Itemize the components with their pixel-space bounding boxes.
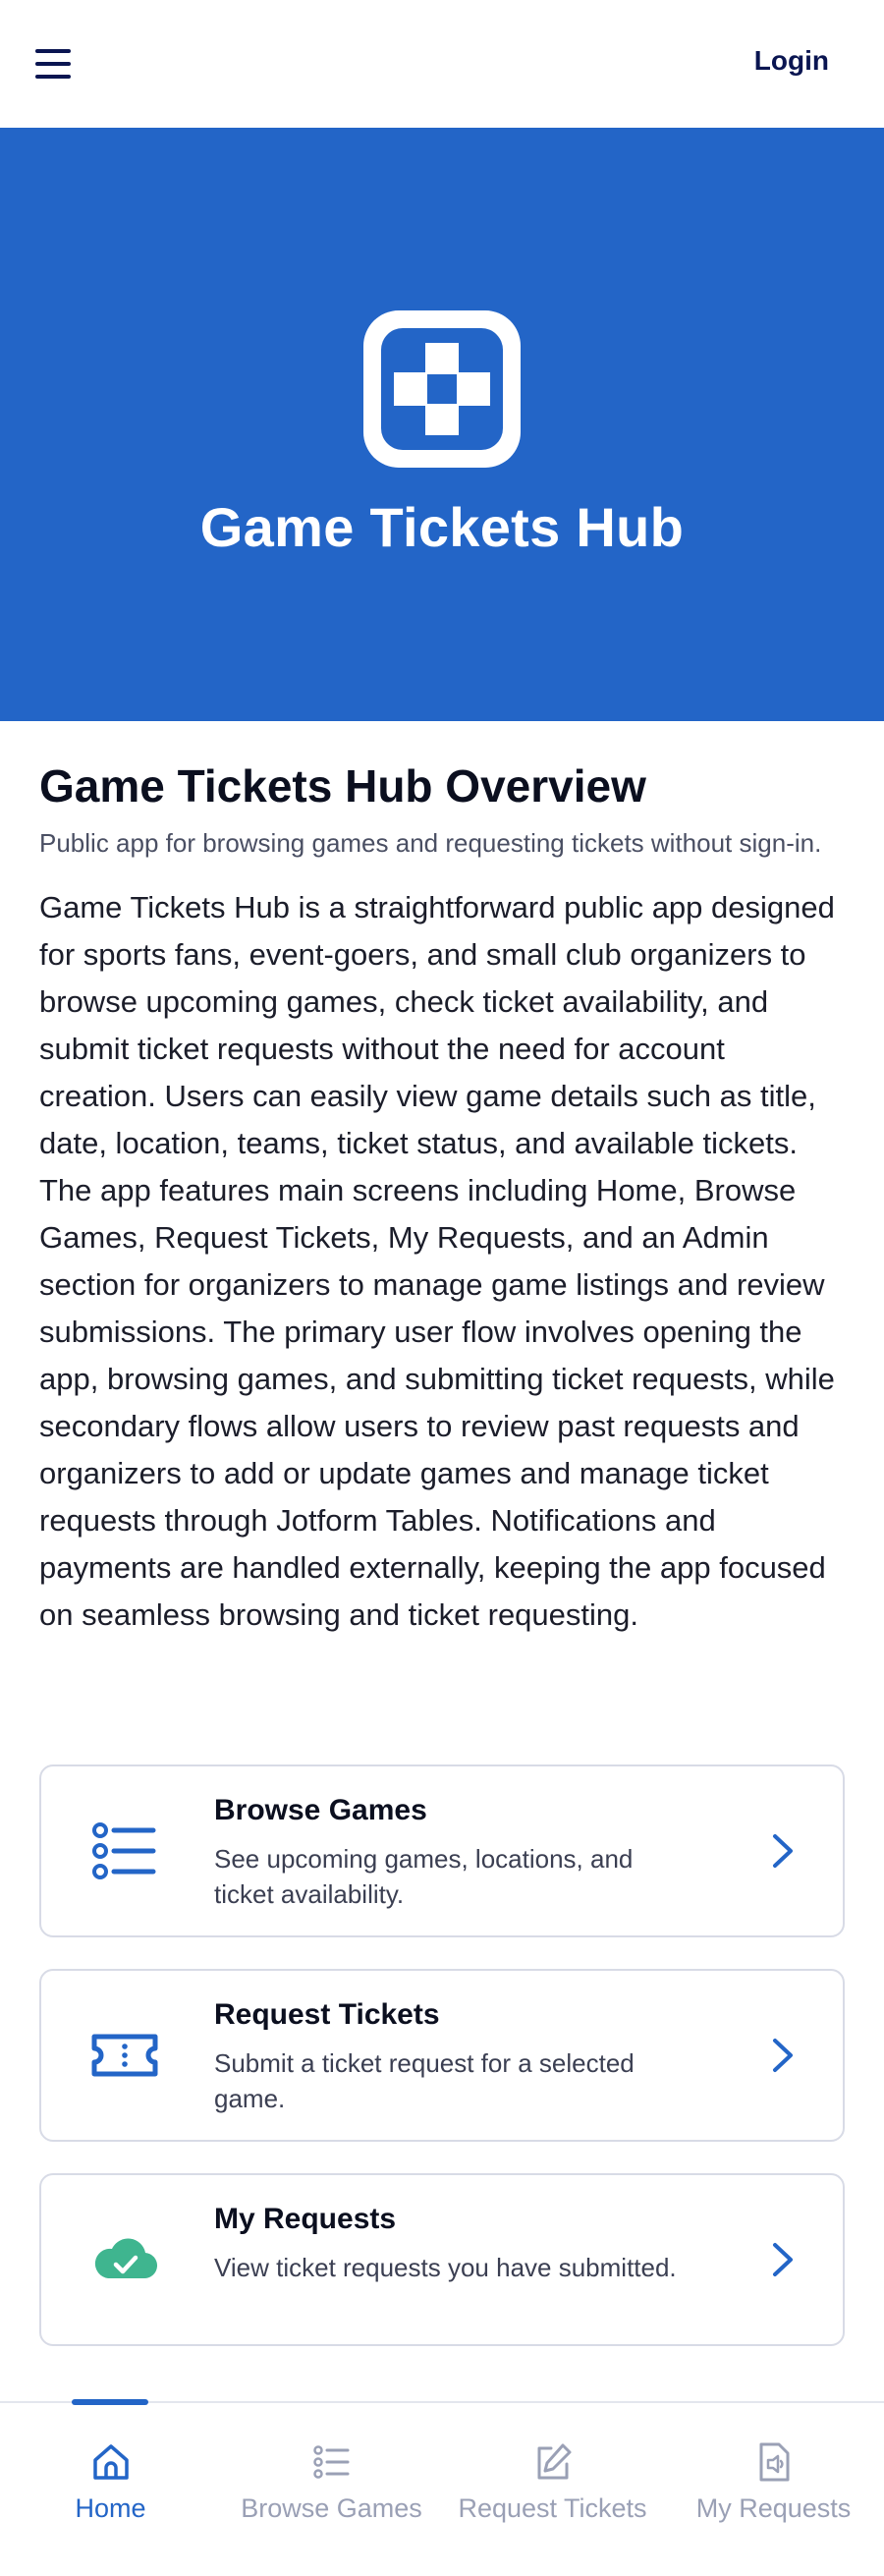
card-title: Browse Games	[214, 1794, 427, 1826]
chevron-right-icon	[770, 2036, 796, 2075]
list-icon	[90, 1817, 159, 1885]
document-icon	[752, 2440, 796, 2484]
app-logo-icon	[363, 310, 521, 468]
bottom-navigation	[0, 2401, 884, 2576]
nav-item-home[interactable]	[0, 2403, 221, 2576]
hero-title: Game Tickets Hub	[199, 496, 685, 558]
hero-banner	[0, 128, 884, 721]
top-bar	[0, 0, 884, 128]
nav-item-request-tickets[interactable]	[442, 2403, 663, 2576]
card-title: Request Tickets	[214, 1998, 440, 2031]
chevron-right-icon	[770, 1831, 796, 1871]
card-description: Submit a ticket request for a selected game.	[214, 2048, 635, 2113]
nav-label: Browse Games	[241, 2493, 422, 2523]
nav-item-browse-games[interactable]	[221, 2403, 442, 2576]
nav-label: Home	[75, 2493, 146, 2523]
overview-section	[39, 756, 845, 1639]
page-title: Game Tickets Hub Overview	[39, 760, 646, 812]
app-description: Game Tickets Hub is a straightforward public app designed for sports fans, event-goers, and small club organizers to browse upcoming games, check ticket availability, and submit ticket requests without the need for account creation. Users can easily view game details such as title, date, location, teams, ticket status, and available tickets. The app features main screens including Home, Browse Games, Request Tickets, My Requests, and an Admin section for organizers to manage game listings and review submissions. The primary user flow involves opening the app, browsing games, and submitting ticket requests, while secondary flows allow users to review past requests and organizers to add or update games and manage ticket requests through Jotform Tables. Notifications and payments are handled externally, keeping the app focused on seamless browsing and ticket requesting.	[39, 890, 835, 1632]
home-icon	[89, 2440, 133, 2484]
ticket-icon	[90, 2021, 159, 2090]
nav-label: Request Tickets	[458, 2493, 647, 2523]
card-description: See upcoming games, locations, and ticket availability.	[214, 1844, 634, 1909]
card-description: View ticket requests you have submitted.	[214, 2253, 677, 2282]
edit-icon	[531, 2440, 575, 2484]
browse-games-card[interactable]	[39, 1764, 845, 1937]
nav-item-my-requests[interactable]	[663, 2403, 884, 2576]
card-title: My Requests	[214, 2203, 397, 2235]
nav-label: My Requests	[695, 2493, 852, 2523]
page-subtitle: Public app for browsing games and requesting tickets without sign-in.	[39, 828, 822, 858]
list-icon	[310, 2440, 354, 2484]
active-tab-indicator	[72, 2399, 148, 2405]
hamburger-menu-icon[interactable]	[35, 47, 75, 81]
cloud-check-icon	[90, 2225, 159, 2294]
request-tickets-card[interactable]	[39, 1969, 845, 2142]
chevron-right-icon	[770, 2240, 796, 2279]
login-button[interactable]: Login	[753, 45, 829, 76]
my-requests-card[interactable]	[39, 2173, 845, 2346]
